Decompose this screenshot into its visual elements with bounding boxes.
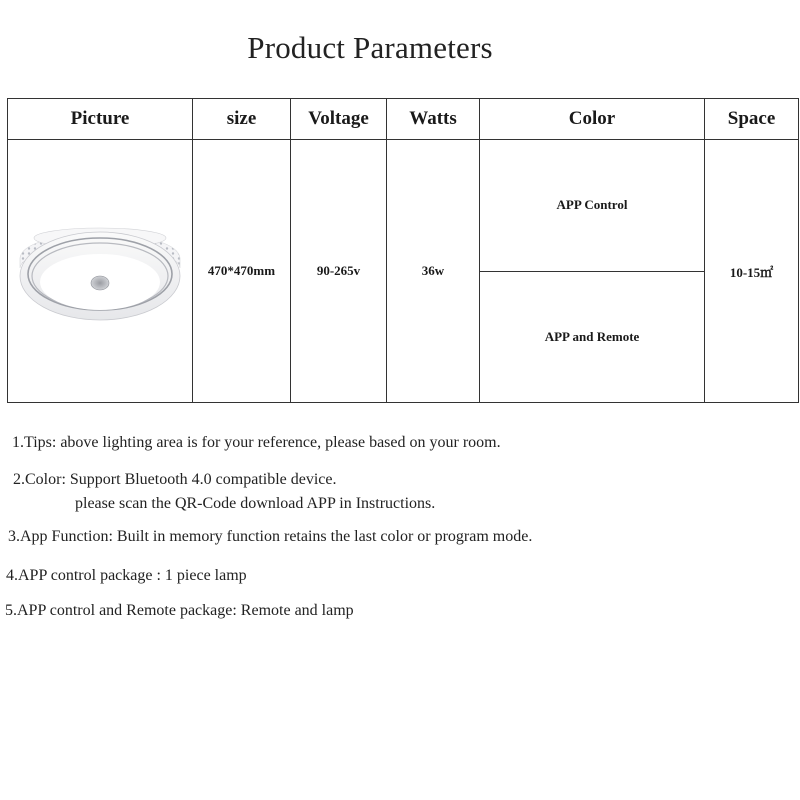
- parameters-table: [7, 98, 799, 403]
- header-space: Space: [705, 99, 799, 140]
- color-option-app-control: APP Control: [480, 140, 704, 272]
- note-app-function: 3.App Function: Built in memory function retains the last color or program mode.: [8, 528, 533, 545]
- header-size: size: [193, 99, 291, 140]
- header-voltage: Voltage: [291, 99, 387, 140]
- note-color: [13, 471, 435, 513]
- size-value: 470*470mm: [193, 140, 291, 403]
- note-color-line1: 2.Color: Support Bluetooth 4.0 compatible device.: [13, 471, 337, 488]
- table-row: [8, 140, 799, 403]
- note-remote-package: 5.APP control and Remote package: Remote and lamp: [5, 602, 354, 619]
- picture-cell: [8, 140, 193, 403]
- space-value: 10-15㎡: [705, 140, 799, 403]
- note-tips: 1.Tips: above lighting area is for your reference, please based on your room.: [12, 434, 501, 451]
- header-color: Color: [480, 99, 705, 140]
- page-title: Product Parameters: [247, 30, 493, 65]
- ceiling-lamp-icon: [14, 216, 186, 326]
- header-picture: Picture: [8, 99, 193, 140]
- header-watts: Watts: [387, 99, 480, 140]
- color-cell: [480, 140, 705, 403]
- table-header-row: [8, 99, 799, 140]
- voltage-value: 90-265v: [291, 140, 387, 403]
- color-option-app-remote: APP and Remote: [544, 328, 640, 344]
- watts-value: 36w: [387, 140, 480, 403]
- note-app-package: 4.APP control package : 1 piece lamp: [6, 567, 247, 584]
- note-color-line2: please scan the QR-Code download APP in Instructions.: [75, 495, 436, 512]
